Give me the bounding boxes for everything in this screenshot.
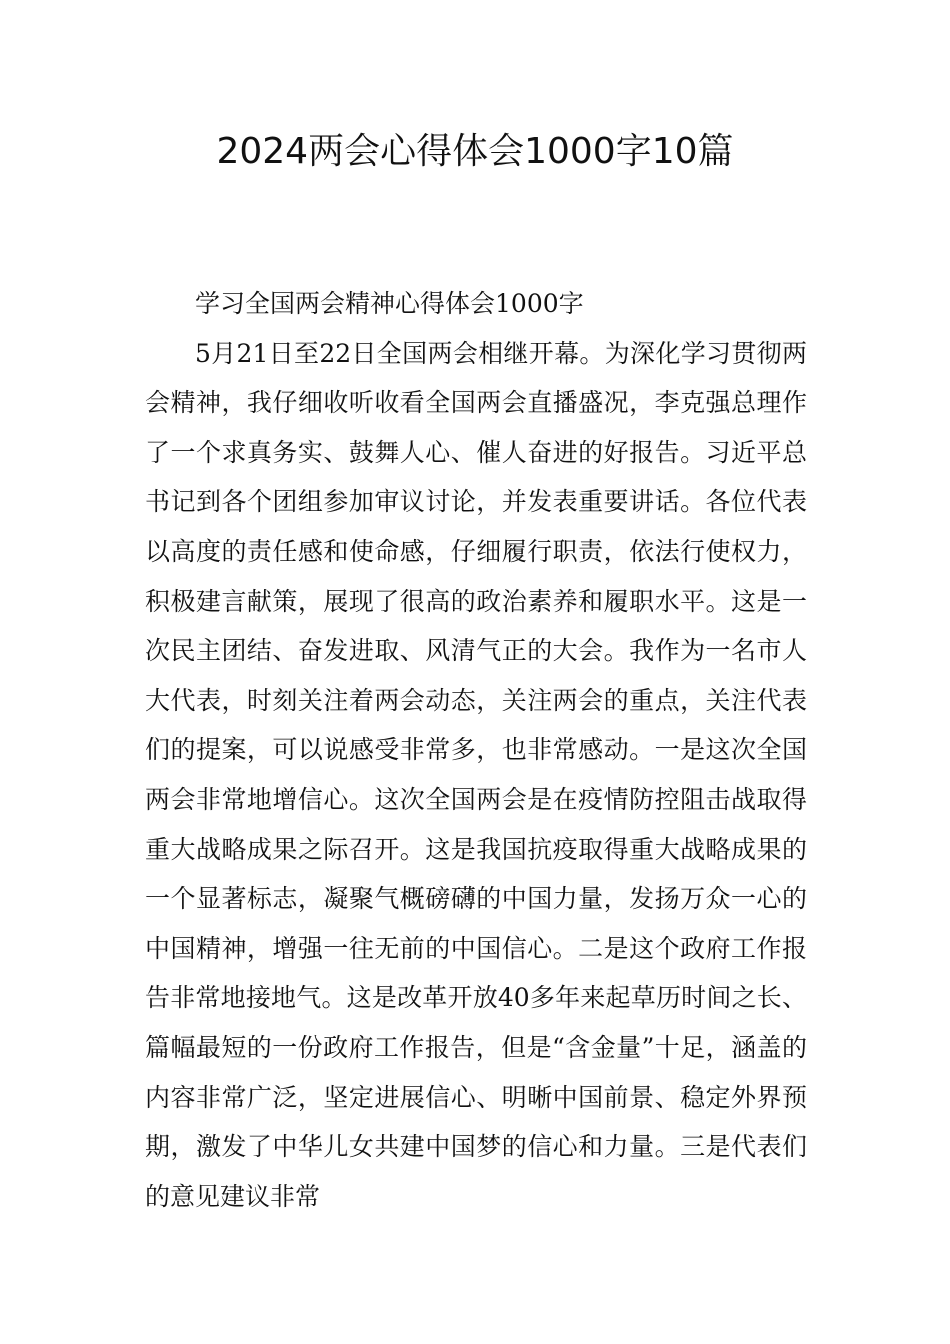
document-title: 2024两会心得体会1000字10篇 — [216, 131, 734, 172]
body-paragraph: 5月21日至22日全国两会相继开幕。为深化学习贯彻两会精神，我仔细收听收看全国两会直播盛况，李克强总理作了一个求真务实、鼓舞人心、催人奋进的好报告。习近平总书记到各个团组参加审议讨论，并发表重要讲话。各位代表以高度的责任感和使命感，仔细履行职责，依法行使权力，积极建言献策，展现了很高的政治素养和履职水平。这是一次民主团结、奋发进取、风清气正的大会。我作为一名市人大代表，时刻关注着两会动态，关注两会的重点，关注代表们的提案，可以说感受非常多，也非常感动。一是这次全国两会非常地增信心。这次全国两会是在疫情防控阻击战取得重大战略成果之际召开。这是我国抗疫取得重大战略成果的一个显著标志，凝聚气概磅礴的中国力量，发扬万众一心的中国精神，增强一往无前的中国信心。二是这个政府工作报告非常地接地气。这是改革开放40多年来起草历时间之长、篇幅最短的一份政府工作报告，但是“含金量”十足，涵盖的内容非常广泛，坚定进展信心、明晰中国前景、稳定外界预期，激发了中华儿女共建中国梦的信心和力量。三是代表们的意见建议非常 — [145, 338, 807, 1211]
section-heading: 学习全国两会精神心得体会1000字 — [195, 289, 584, 318]
document-body — [145, 279, 807, 1221]
